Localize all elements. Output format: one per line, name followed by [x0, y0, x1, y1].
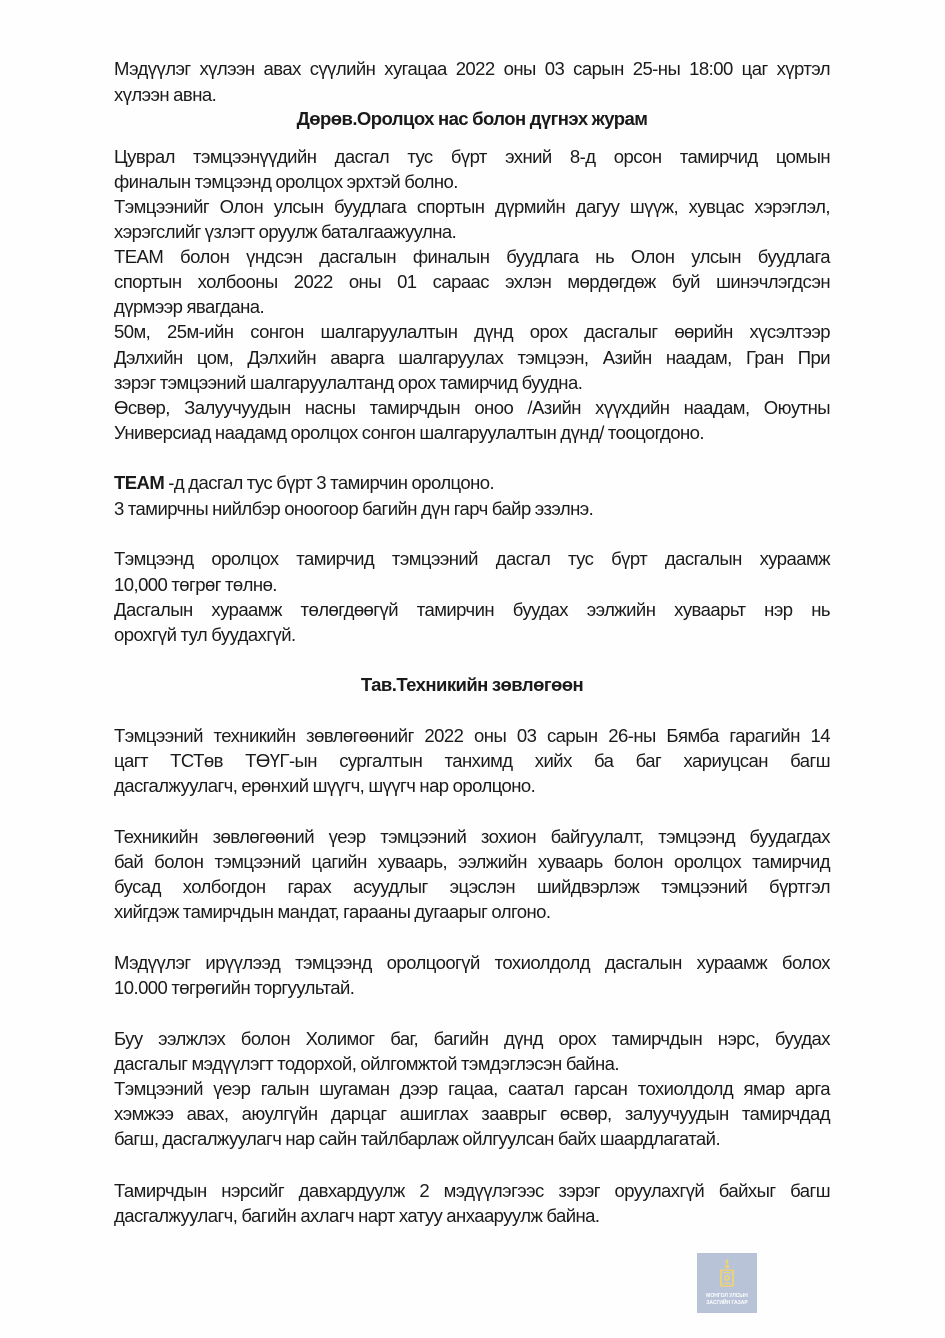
text-line: Тэмцээний техникийн зөвлөгөөнийг 2022 оны 03 сарын 26-ны Бямба гарагийн 14 — [114, 725, 830, 746]
text-line: спортын холбооны 2022 оны 01 сараас эхлэн мөрдөгдөж буй шинэчлэгдсэн — [114, 271, 830, 292]
text-line: TEAM -д дасгал тус бүрт 3 тамирчин оролцоно. — [114, 472, 495, 493]
text-line: зэрэг тэмцээний шалгаруулалтанд орох тамирчид буудна. — [114, 372, 583, 393]
text-line: хийгдэж тамирчдын мандат, гарааны дугаарыг олгоно. — [114, 901, 551, 922]
text-line: Цуврал тэмцээнүүдийн дасгал тус бүрт эхний 8-д орсон тамирчид цомын — [114, 146, 830, 167]
team-label: TEAM — [114, 472, 165, 493]
text-line: Техникийн зөвлөгөөний үеэр тэмцээний зохион байгуулалт, тэмцээнд буудагдах — [114, 826, 830, 847]
text-line: хэрэгслийг үзлэгт оруулж баталгаажуулна. — [114, 221, 457, 242]
text-line: Мэдүүлэг хүлээн авах сүүлийн хугацаа 2022 оны 03 сарын 25-ны 18:00 цаг хүртэл — [114, 58, 830, 79]
text-line: Универсиад наадамд оролцох сонгон шалгаруулалтын дүнд/ тооцогдоно. — [114, 422, 705, 443]
text-line: Тэмцээнд оролцох тамирчид тэмцээний дасгал тус бүрт дасгалын хураамж — [114, 548, 830, 569]
text-line: Тамирчдын нэрсийг давхардуулж 2 мэдүүлэгээс зэрэг оруулахгүй байхыг багш — [114, 1180, 830, 1201]
text-line: Өсвөр, Залуучуудын насны тамирчдын оноо /Азийн хүүхдийн наадам, Оюутны — [114, 397, 830, 418]
text-line: Дасгалын хураамж төлөгдөөгүй тамирчин буудах ээлжийн хуваарьт нэр нь — [114, 599, 830, 620]
logo-text-line1: МОНГОЛ УЛСЫН — [706, 1293, 748, 1299]
text-line: бай болон тэмцээний цагийн хуваарь, ээлжийн хуваарь болон оролцох тамирчид — [114, 851, 830, 872]
text-line: 10,000 төгрөг төлнө. — [114, 574, 277, 595]
text-line: 10.000 төгрөгийн торгуультай. — [114, 977, 355, 998]
text-line: бусад холбогдон гарах асуудлыг эцэслэн шийдвэрлэж тэмцээний бүртгэл — [114, 876, 830, 897]
text-line: Тэмцээний үеэр галын шугаман дээр гацаа, саатал гарсан тохиолдолд ямар арга — [114, 1078, 830, 1099]
text-line: TEAM болон үндсэн дасгалын финалын буудлага нь Олон улсын буудлага — [114, 246, 830, 267]
text-line: 3 тамирчны нийлбэр оноогоор багийн дүн гарч байр эзэлнэ. — [114, 498, 594, 519]
government-logo — [697, 1253, 757, 1313]
soyombo-emblem-icon — [719, 1259, 735, 1289]
text-line: Мэдүүлэг ирүүлээд тэмцээнд оролцоогүй тохиолдолд дасгалын хураамж болох — [114, 952, 830, 973]
text-line: цагт ТСТөв ТӨҮГ-ын сургалтын танхимд хийх ба баг хариуцсан багш — [114, 750, 830, 771]
text-line: финалын тэмцээнд оролцох эрхтэй болно. — [114, 171, 458, 192]
text-line: орохгүй тул буудахгүй. — [114, 624, 296, 645]
section-heading-4: Дөрөв.Оролцох нас болон дүгнэх журам — [296, 108, 648, 129]
text-line: хүлээн авна. — [114, 84, 217, 105]
section-heading-5: Тав.Техникийн зөвлөгөөн — [360, 674, 584, 695]
text-line: дасгалжуулагч, багийн ахлагч нарт хатуу анхааруулж байна. — [114, 1205, 600, 1226]
text-line: хэмжээ авах, аюулгүйн дарцаг ашиглах зааврыг өсвөр, залуучуудын тамирчдад — [114, 1103, 830, 1124]
text-line: дүрмээр явагдана. — [114, 296, 265, 317]
logo-text-line2: ЗАСГИЙН ГАЗАР — [706, 1300, 748, 1306]
text-line: дасгалыг мэдүүлэгт тодорхой, ойлгомжтой тэмдэглэсэн байна. — [114, 1053, 619, 1074]
text-line: Тэмцээнийг Олон улсын буудлага спортын дүрмийн дагуу шүүж, хувцас хэрэглэл, — [114, 196, 830, 217]
text-line: дасгалжуулагч, ерөнхий шүүгч, шүүгч нар оролцоно. — [114, 775, 536, 796]
text-line: 50м, 25м-ийн сонгон шалгаруулалтын дүнд орох дасгалыг өөрийн хүсэлтээр — [114, 321, 830, 342]
text-line: Дэлхийн цом, Дэлхийн аварга шалгаруулах тэмцээн, Азийн наадам, Гран При — [114, 347, 830, 368]
text-line: багш, дасгалжуулагч нар сайн тайлбарлаж ойлгуулсан байх шаардлагатай. — [114, 1128, 721, 1149]
text-line: Буу ээлжлэх болон Холимог баг, багийн дүнд орох тамирчдын нэрс, буудах — [114, 1028, 830, 1049]
